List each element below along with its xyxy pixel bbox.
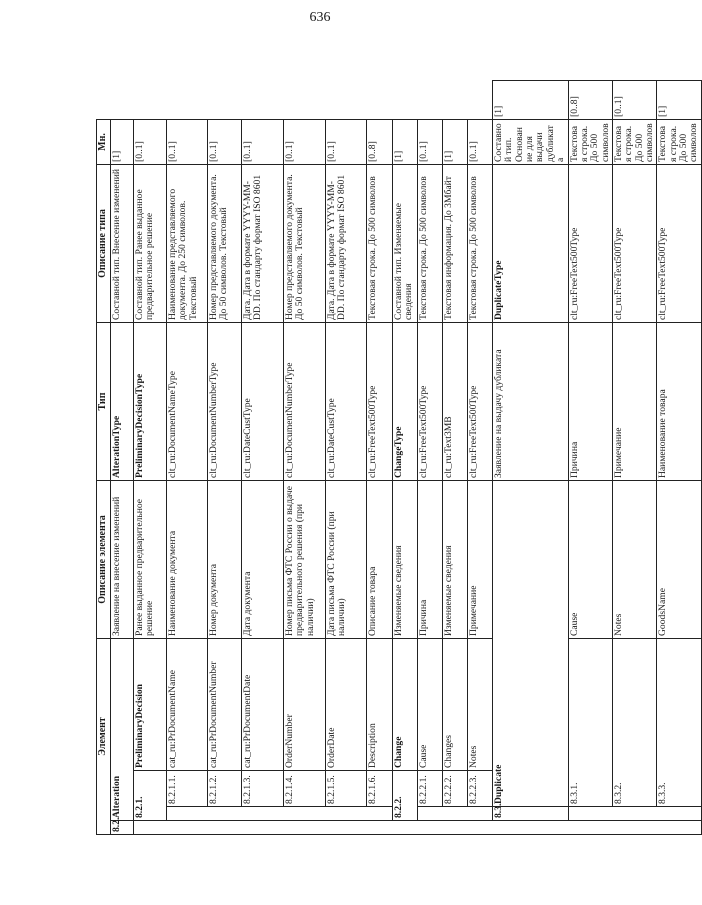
table-row [208, 81, 242, 835]
element-type: clt_ru:DateCustType [242, 323, 284, 481]
type-description: Составной тип. Внесение изменений [111, 165, 134, 323]
table-row [468, 81, 493, 835]
type-description: Составной тип. Основание для выдачи дубликата [493, 120, 569, 165]
element-name: cat_ru:PrDocumentNumber [208, 639, 242, 771]
element-description: Ранее выданное предварительное решение [134, 481, 167, 639]
element-name: Change [393, 639, 418, 771]
element-name: PreliminaryDecision [134, 639, 167, 771]
element-name: GoodsName [657, 481, 701, 639]
table-row [393, 81, 418, 835]
table-row [167, 81, 208, 835]
table-row [111, 81, 134, 835]
row-number: 8.2.1.5. [326, 771, 367, 807]
multiplicity: [0..8] [568, 81, 612, 120]
element-description: Номер письма ФТС России о выдаче предварительного решения (при наличии) [284, 481, 326, 639]
multiplicity: [1] [657, 81, 701, 120]
element-name: Notes [612, 481, 656, 639]
element-type: clt_ru:FreeText500Type [468, 323, 493, 481]
multiplicity: [1] [493, 81, 569, 120]
element-name: cat_ru:PrDocumentName [167, 639, 208, 771]
element-description: Дата документа [242, 481, 284, 639]
table-row [242, 81, 284, 835]
table-row [367, 81, 393, 835]
table-row [612, 81, 656, 835]
indent-cell [134, 821, 702, 835]
element-type: clt_ru:Text3MB [443, 323, 468, 481]
type-description: Текстовая строка. До 500 символов [367, 165, 393, 323]
indent-cell [418, 807, 493, 821]
type-description: Номер представляемого документа. До 50 символов. Текстовый [284, 165, 326, 323]
indent-cell [167, 807, 393, 821]
element-name: Cause [568, 481, 612, 639]
element-description: Описание товара [367, 481, 393, 639]
row-number: 8.2.2. [393, 771, 418, 821]
element-description: Заявление на внесение изменений [111, 481, 134, 639]
element-type: DuplicateType [493, 165, 569, 323]
table-row [657, 81, 701, 835]
type-description: Текстовая строка. До 500 символов [657, 120, 701, 165]
row-number: 8.3. [493, 807, 569, 821]
type-description: Текстовая строка. До 500 символов [612, 120, 656, 165]
element-type: clt_ru:FreeText500Type [612, 165, 656, 323]
element-type: clt_ru:FreeText500Type [657, 165, 701, 323]
element-type: clt_ru:DateCustType [326, 323, 367, 481]
multiplicity: [1] [111, 120, 134, 165]
element-name: OrderNumber [284, 639, 326, 771]
header-element: Элемент [97, 639, 111, 835]
page-number: 636 [309, 10, 331, 25]
multiplicity: [0..8] [367, 120, 393, 165]
element-type: clt_ru:DocumentNumberType [284, 323, 326, 481]
row-number: 8.2.1.1. [167, 771, 208, 807]
table-row [443, 81, 468, 835]
type-description: Дата. Дата в формате YYYY-MM-DD. По стандарту формат ISO 8601 [242, 165, 284, 323]
element-description: Изменяемые сведения [443, 481, 468, 639]
header-type: Тип [97, 323, 111, 481]
header-type-description: Описание типа [97, 165, 111, 323]
element-type: clt_ru:FreeText500Type [418, 323, 443, 481]
element-description: Наименование товара [657, 323, 701, 481]
type-description: Текстовая строка. До 500 символов [568, 120, 612, 165]
type-description: Составной тип. Ранее выданное предварительное решение [134, 165, 167, 323]
multiplicity: [1] [443, 120, 468, 165]
multiplicity: [0..1] [167, 120, 208, 165]
element-description: Примечание [612, 323, 656, 481]
row-number: 8.2.1.2. [208, 771, 242, 807]
type-description: Текстовая строка. До 500 символов [418, 165, 443, 323]
table-row [568, 81, 612, 835]
table-row [418, 81, 443, 835]
element-name: Description [367, 639, 393, 771]
element-name: OrderDate [326, 639, 367, 771]
element-name: cat_ru:PrDocumentDate [242, 639, 284, 771]
type-description: Текстовая строка. До 500 символов [468, 165, 493, 323]
row-number: 8.2.2.2. [443, 771, 468, 807]
multiplicity: [0..1] [612, 81, 656, 120]
row-number: 8.2. [111, 821, 134, 835]
multiplicity: [0..1] [418, 120, 443, 165]
multiplicity: [0..1] [242, 120, 284, 165]
type-description: Номер представляемого документа. До 50 символов. Текстовый [208, 165, 242, 323]
row-number: 8.2.2.3. [468, 771, 493, 807]
row-number: 8.3.3. [657, 639, 701, 807]
row-number: 8.2.1. [134, 771, 167, 821]
table-row [493, 81, 569, 835]
element-name: Duplicate [493, 481, 569, 807]
element-name: Changes [443, 639, 468, 771]
table-row [326, 81, 367, 835]
element-type: clt_ru:DocumentNameType [167, 323, 208, 481]
indent-cell [568, 807, 701, 821]
type-description: Составной тип. Изменяемые сведения [393, 165, 418, 323]
element-type: clt_ru:FreeText500Type [568, 165, 612, 323]
row-number: 8.2.1.4. [284, 771, 326, 807]
element-name: Alteration [111, 639, 134, 821]
element-description: Заявление на выдачу дубликата [493, 323, 569, 481]
element-name: Cause [418, 639, 443, 771]
element-description: Наименование документа [167, 481, 208, 639]
table-row [284, 81, 326, 835]
multiplicity: [0..1] [468, 120, 493, 165]
type-description: Наименование представляемого документа. До 250 символов. Текстовый [167, 165, 208, 323]
type-description: Текстовая информация. До 3Мбайт [443, 165, 468, 323]
schema-table [96, 80, 702, 835]
multiplicity: [0..1] [326, 120, 367, 165]
element-type: ChangeType [393, 323, 418, 481]
type-description: Дата. Дата в формате YYYY-MM-DD. По стандарту формат ISO 8601 [326, 165, 367, 323]
header-mn: Мн. [97, 120, 111, 165]
header-description: Описание элемента [97, 481, 111, 639]
row-number: 8.3.1. [568, 639, 612, 807]
element-description: Дата письма ФТС России (при наличии) [326, 481, 367, 639]
row-number: 8.2.1.6. [367, 771, 393, 807]
table-header-row [97, 81, 111, 835]
element-description: Номер документа [208, 481, 242, 639]
element-type: PreliminaryDecisionType [134, 323, 167, 481]
element-description: Изменяемые сведения [393, 481, 418, 639]
row-number: 8.2.1.3. [242, 771, 284, 807]
element-description: Примечание [468, 481, 493, 639]
row-number: 8.2.2.1. [418, 771, 443, 807]
element-type: clt_ru:FreeText500Type [367, 323, 393, 481]
multiplicity: [0..1] [208, 120, 242, 165]
element-type: clt_ru:DocumentNumberType [208, 323, 242, 481]
multiplicity: [0..1] [134, 120, 167, 165]
table-row [134, 81, 167, 835]
multiplicity: [1] [393, 120, 418, 165]
element-name: Notes [468, 639, 493, 771]
element-description: Причина [568, 323, 612, 481]
element-description: Причина [418, 481, 443, 639]
multiplicity: [0..1] [284, 120, 326, 165]
element-type: AlterationType [111, 323, 134, 481]
rotated-table-container [96, 80, 700, 835]
row-number: 8.3.2. [612, 639, 656, 807]
